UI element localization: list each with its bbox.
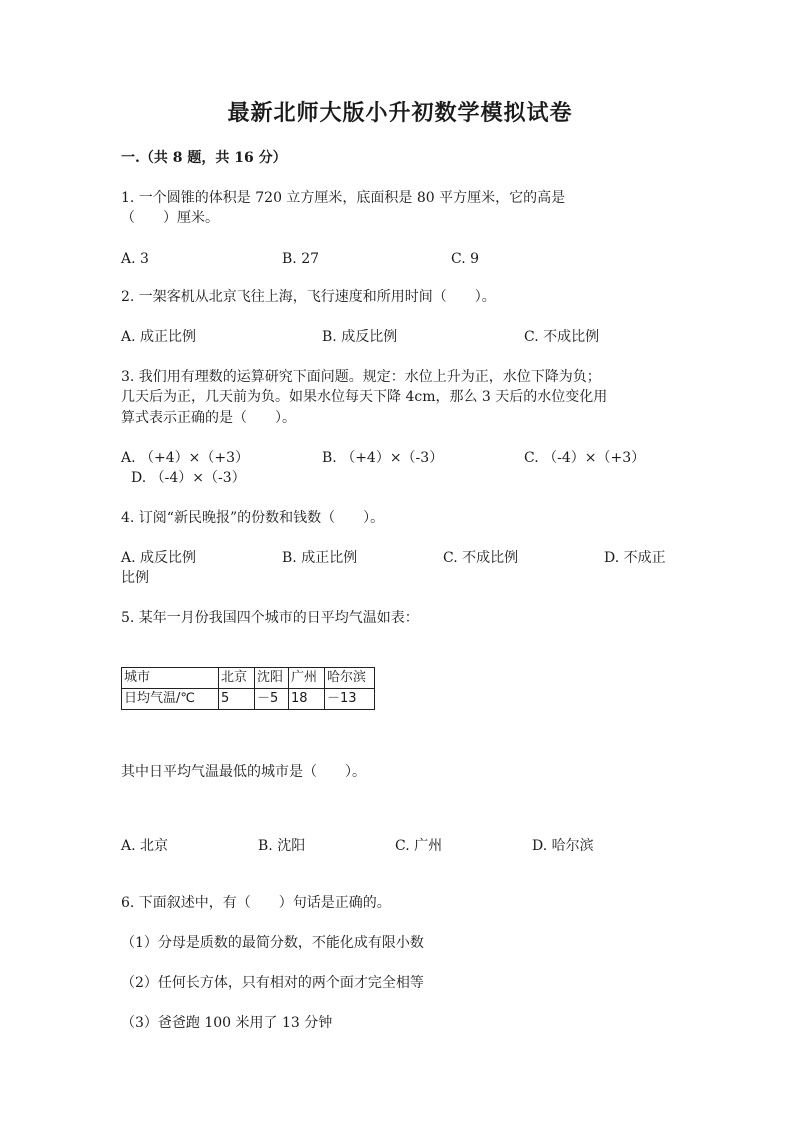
question-1-option-a: A. 3 [121, 251, 149, 267]
question-1-text: 1. 一个圆锥的体积是 720 立方厘米，底面积是 80 平方厘米，它的高是 [121, 190, 566, 206]
question-6-item-2: （2）任何长方体，只有相对的两个面才完全相等 [121, 975, 424, 991]
question-2-option-a: A. 成正比例 [121, 329, 197, 345]
question-6-text: 6. 下面叙述中，有（ ）句话是正确的。 [121, 895, 391, 911]
question-3-text-cont2: 算式表示正确的是（ ）。 [121, 410, 296, 426]
table-cell: 哈尔滨 [325, 668, 375, 689]
question-5-text: 5. 某年一月份我国四个城市的日平均气温如表： [121, 610, 419, 626]
section-heading: 一.（共 8 题，共 16 分） [121, 150, 287, 166]
question-1-text-cont: （ ）厘米。 [121, 210, 219, 226]
table-cell: 沈阳 [255, 668, 289, 689]
table-cell: 日均气温/℃ [122, 689, 219, 710]
question-5-text-cont: 其中日平均气温最低的城市是（ ）。 [121, 764, 366, 780]
question-2-option-c: C. 不成比例 [524, 329, 600, 345]
question-4-option-c: C. 不成比例 [443, 550, 519, 566]
question-3-option-c: C. （-4）×（+3） [524, 450, 646, 466]
question-5-option-c: C. 广州 [395, 838, 443, 854]
table-row [122, 689, 375, 710]
question-4-option-b: B. 成正比例 [282, 550, 358, 566]
question-3-option-b: B. （+4）×（-3） [322, 450, 444, 466]
table-cell: 北京 [219, 668, 255, 689]
question-1-option-c: C. 9 [451, 251, 480, 267]
table-cell: 城市 [122, 668, 219, 689]
page-title: 最新北师大版小升初数学模拟试卷 [227, 100, 573, 126]
table-header-row [122, 668, 375, 689]
table-cell: 广州 [289, 668, 325, 689]
question-2-text: 2. 一架客机从北京飞往上海，飞行速度和所用时间（ ）。 [121, 289, 496, 305]
question-3-option-a: A. （+4）×（+3） [121, 450, 250, 466]
table-cell: 5 [219, 689, 255, 710]
question-5-option-a: A. 北京 [121, 838, 169, 854]
table-cell: －5 [255, 689, 289, 710]
temperature-table [121, 667, 375, 710]
question-4-option-d-wrap: 比例 [121, 570, 149, 586]
question-3-text-cont: 几天后为正，几天前为负。如果水位每天下降 4cm，那么 3 天后的水位变化用 [121, 389, 608, 405]
table-cell: －13 [325, 689, 375, 710]
question-3-option-d: D. （-4）×（-3） [131, 470, 246, 486]
question-4-option-a: A. 成反比例 [121, 550, 197, 566]
question-2-option-b: B. 成反比例 [322, 329, 398, 345]
question-6-item-1: （1）分母是质数的最简分数，不能化成有限小数 [121, 935, 424, 951]
question-5-option-b: B. 沈阳 [258, 838, 306, 854]
question-5-option-d: D. 哈尔滨 [532, 838, 594, 854]
question-6-item-3: （3）爸爸跑 100 米用了 13 分钟 [121, 1015, 333, 1031]
question-4-option-d: D. 不成正 [604, 550, 666, 566]
question-1-option-b: B. 27 [282, 251, 320, 267]
question-3-text: 3. 我们用有理数的运算研究下面问题。规定：水位上升为正，水位下降为负； [121, 369, 601, 385]
table-cell: 18 [289, 689, 325, 710]
question-4-text: 4. 订阅“新民晚报”的份数和钱数（ ）。 [121, 510, 385, 526]
